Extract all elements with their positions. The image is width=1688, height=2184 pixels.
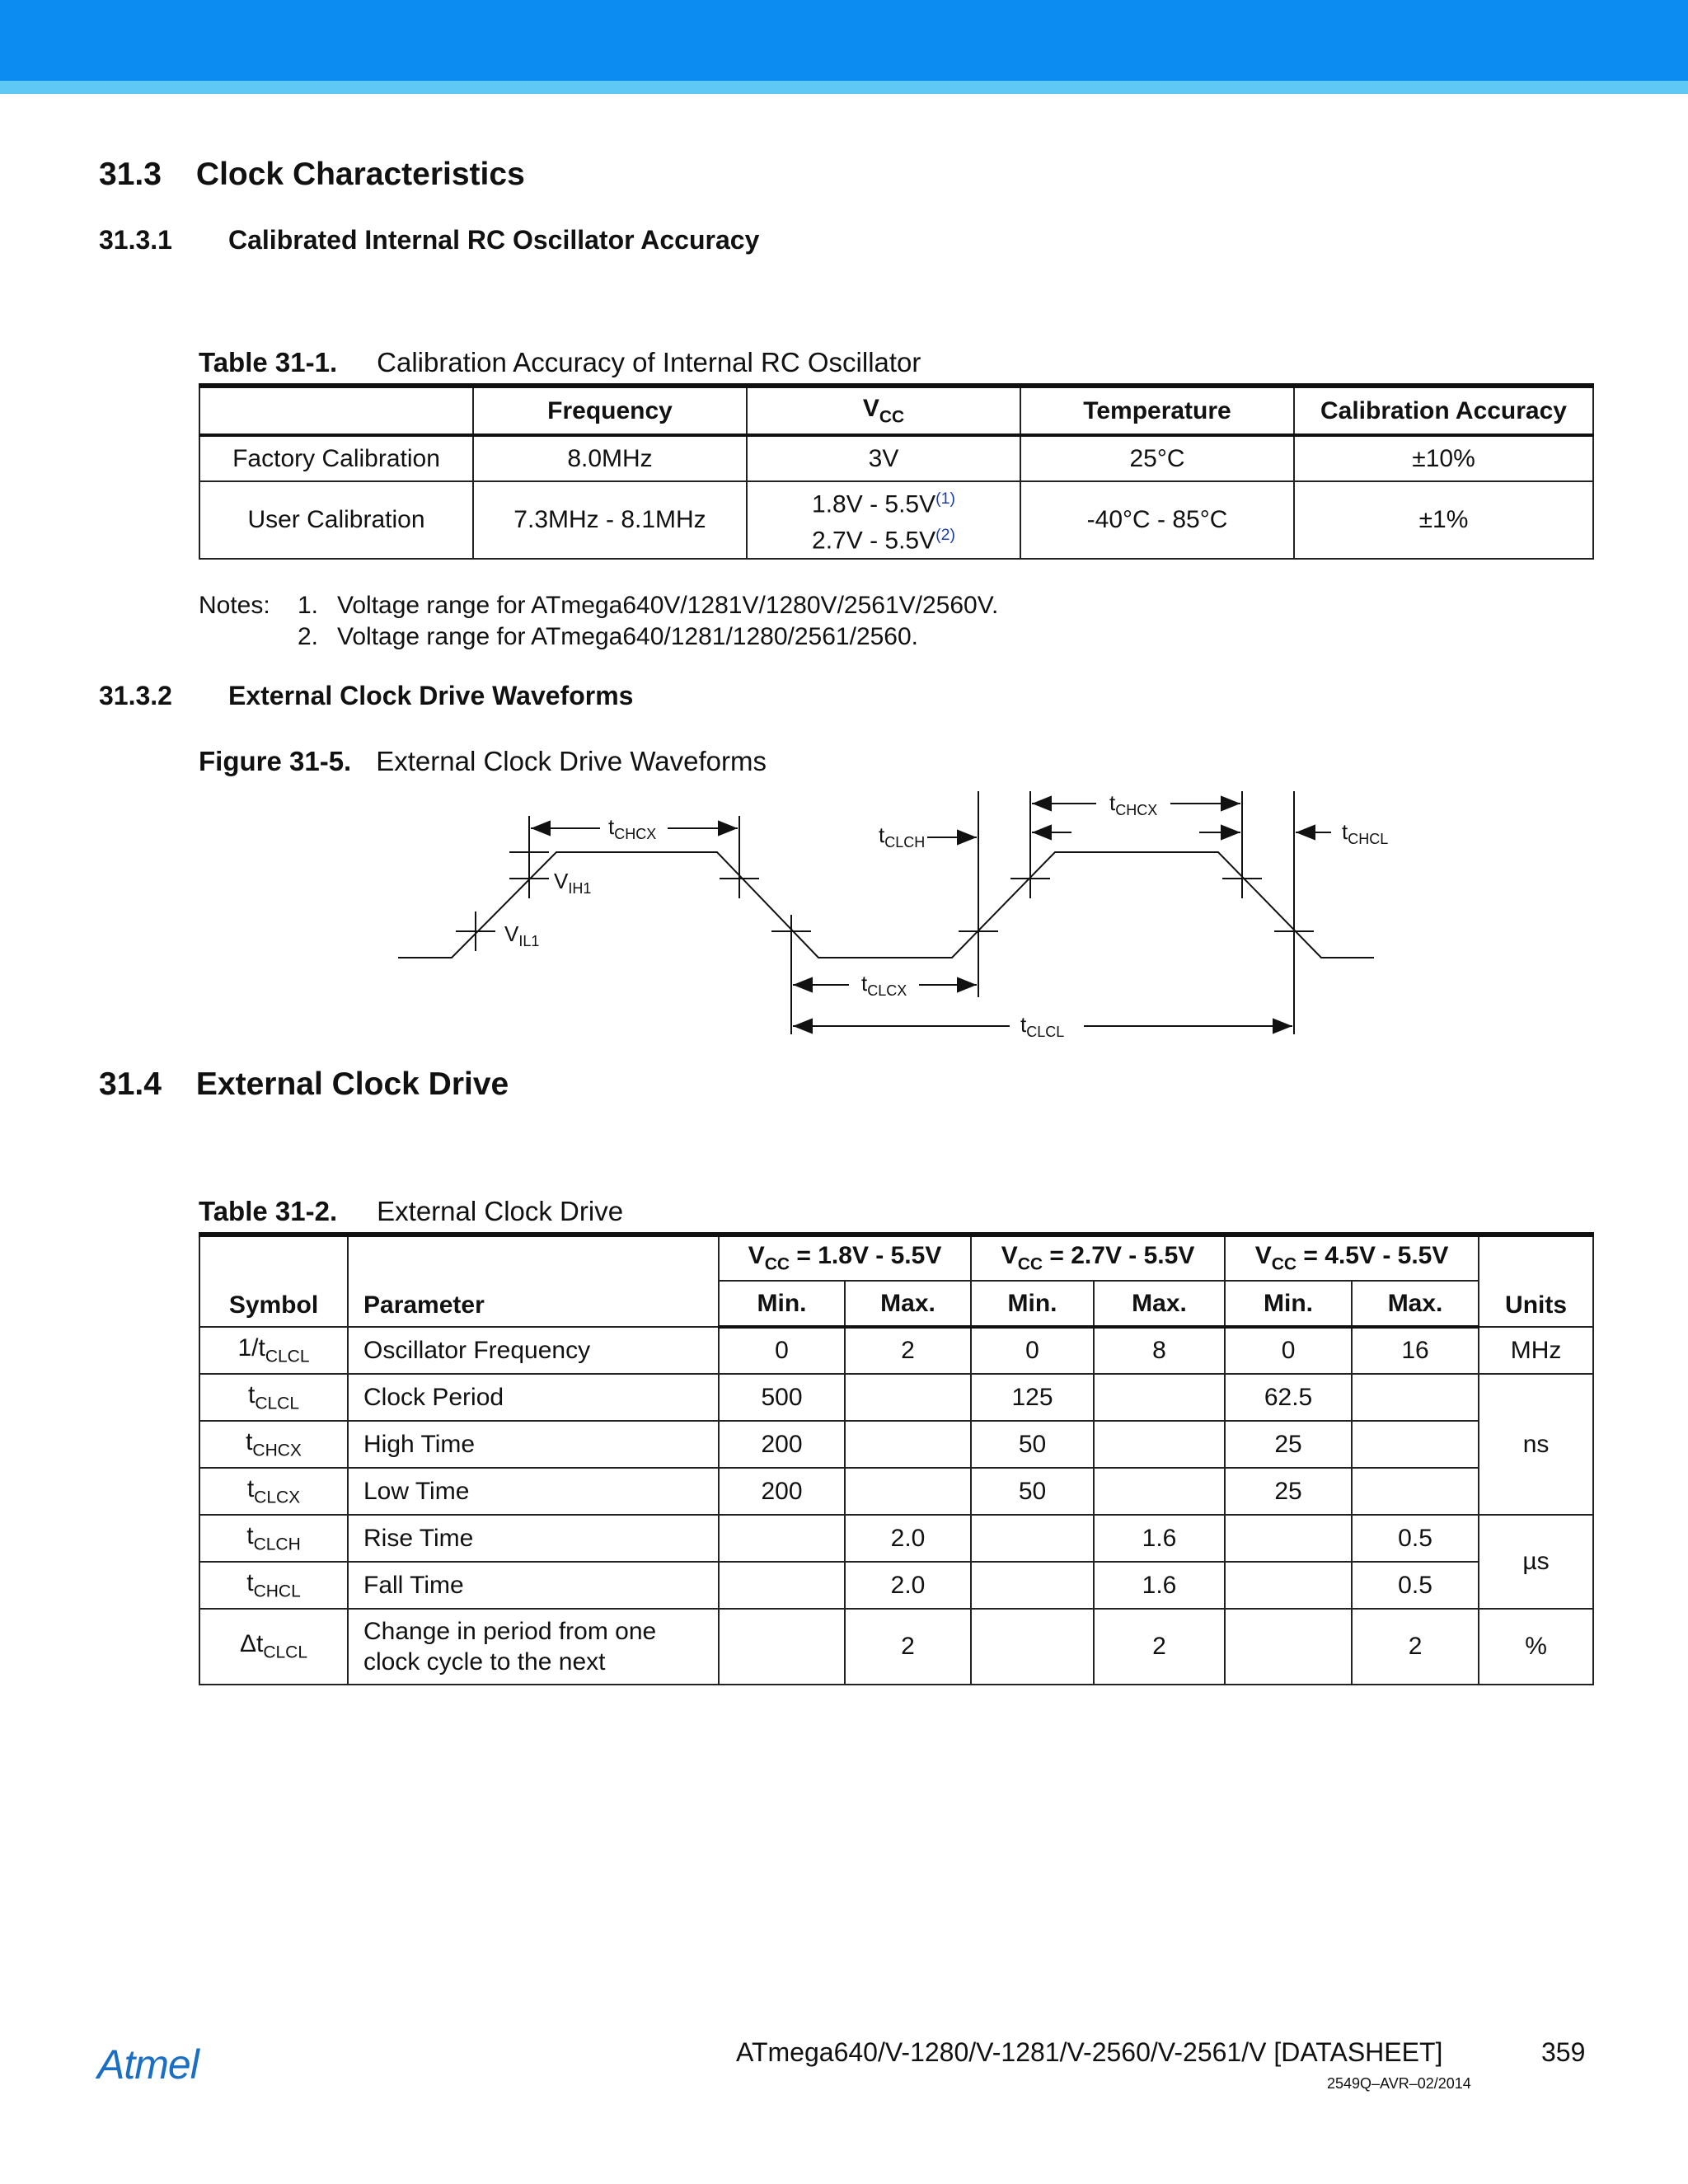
cell-unit: µs (1479, 1515, 1593, 1609)
table-label: Table 31-1. (199, 347, 338, 377)
cell-symbol (199, 1327, 348, 1374)
vcc-sub: CC (1271, 1254, 1297, 1274)
cell-symbol (199, 1421, 348, 1468)
cell-value: 0 (1225, 1327, 1352, 1374)
cell-value: 200 (719, 1421, 845, 1468)
cell-value: 0 (971, 1327, 1094, 1374)
table-title: Calibration Accuracy of Internal RC Oscillator (377, 347, 921, 377)
cell-value: 50 (971, 1468, 1094, 1515)
note-text: Voltage range for ATmega640V/1281V/1280V/2561V/2560V. (337, 592, 999, 619)
cell-value: 0.5 (1352, 1562, 1479, 1609)
section-title: Calibrated Internal RC Oscillator Accuracy (228, 225, 760, 255)
table-row (199, 1468, 1593, 1515)
cell-symbol (199, 1515, 348, 1562)
cell-value: 16 (1352, 1327, 1479, 1374)
atmel-logo: Atmel (97, 2041, 199, 2088)
cell-value: 200 (719, 1468, 845, 1515)
cell-symbol (199, 1374, 348, 1421)
cell-value: 50 (971, 1421, 1094, 1468)
cell-name: User Calibration (199, 481, 473, 559)
cell-value (1352, 1421, 1479, 1468)
cell-parameter: Rise Time (348, 1515, 719, 1562)
cell-value (1352, 1374, 1479, 1421)
notes-label: Notes: (199, 592, 270, 619)
cell-value (971, 1515, 1094, 1562)
cell-value (845, 1468, 971, 1515)
cell-value: 2.0 (845, 1515, 971, 1562)
vcc-range-2: 2.7V - 5.5V (812, 527, 936, 555)
cell-vcc: 3V (747, 435, 1020, 481)
vcc-range: = 4.5V - 5.5V (1296, 1242, 1449, 1270)
header-min: Min. (719, 1281, 845, 1327)
table-row (199, 1327, 1593, 1374)
external-clock-table (199, 1232, 1594, 1685)
cell-frequency: 8.0MHz (473, 435, 747, 481)
vcc-sub: CC (1017, 1254, 1043, 1274)
cell-value (1094, 1421, 1225, 1468)
cell-value (1225, 1562, 1352, 1609)
vcc-range-1: 1.8V - 5.5V (812, 491, 936, 518)
cell-value: 125 (971, 1374, 1094, 1421)
vcc-label: V (1001, 1242, 1018, 1270)
label-tclch: $t_{CLCH}$ (879, 823, 926, 851)
label-vih1: $V_{IH1}$ (554, 869, 592, 897)
cell-parameter: High Time (348, 1421, 719, 1468)
cell-value (719, 1562, 845, 1609)
cell-value: 2 (845, 1327, 971, 1374)
header-vcc-group-2 (971, 1235, 1225, 1281)
note-ref-2[interactable]: (2) (935, 526, 955, 544)
cell-value: 1.6 (1094, 1515, 1225, 1562)
symbol-sub: CLCL (265, 1347, 310, 1366)
figure-label: Figure 31-5. (199, 746, 352, 776)
symbol-sub: CLCH (253, 1535, 301, 1554)
table-2-caption (199, 1196, 623, 1227)
cell-parameter: Change in period from one clock cycle to the next (348, 1609, 719, 1685)
cell-value (1225, 1609, 1352, 1685)
symbol-sub: CHCL (253, 1582, 301, 1601)
cell-value (971, 1609, 1094, 1685)
header-max: Max. (1352, 1281, 1479, 1327)
header-max: Max. (845, 1281, 971, 1327)
cell-value (1352, 1468, 1479, 1515)
cell-value: 1.6 (1094, 1562, 1225, 1609)
section-title: External Clock Drive (195, 1066, 509, 1102)
cell-value: 8 (1094, 1327, 1225, 1374)
vcc-label: V (862, 394, 879, 422)
label-vil1: $V_{IL1}$ (504, 921, 540, 949)
header-vcc-group-1 (719, 1235, 971, 1281)
symbol-prefix: t (246, 1427, 253, 1455)
cell-value: 25 (1225, 1468, 1352, 1515)
vcc-label: V (1254, 1242, 1272, 1270)
label-tchcl: $t_{CHCL}$ (1342, 819, 1389, 847)
label-tchcx-2: $t_{CHCX}$ (1109, 790, 1158, 818)
section-number: 31.4 (99, 1066, 162, 1102)
vcc-sub: CC (764, 1254, 790, 1274)
cell-parameter: Low Time (348, 1468, 719, 1515)
cell-value: 500 (719, 1374, 845, 1421)
cell-parameter: Oscillator Frequency (348, 1327, 719, 1374)
cell-value: 0.5 (1352, 1515, 1479, 1562)
header-temperature: Temperature (1020, 386, 1294, 435)
cell-value (971, 1562, 1094, 1609)
page-number: 359 (1541, 2037, 1586, 2067)
header-min: Min. (1225, 1281, 1352, 1327)
symbol-prefix: t (246, 1568, 254, 1596)
vcc-sub: CC (879, 407, 905, 427)
note-number: 1. (298, 592, 319, 619)
cell-unit: ns (1479, 1374, 1593, 1515)
section-number: 31.3.1 (99, 225, 172, 255)
note-ref-1[interactable]: (1) (935, 490, 955, 509)
document-code: 2549Q–AVR–02/2014 (1327, 2075, 1471, 2092)
cell-value (845, 1421, 971, 1468)
section-heading-31-4 (99, 1066, 509, 1103)
table-label: Table 31-2. (199, 1196, 338, 1226)
cell-frequency: 7.3MHz - 8.1MHz (473, 481, 747, 559)
figure-title: External Clock Drive Waveforms (376, 746, 767, 776)
header-parameter: Parameter (348, 1235, 719, 1327)
vcc-range: = 1.8V - 5.5V (790, 1242, 942, 1270)
cell-value: 2.0 (845, 1562, 971, 1609)
symbol-prefix: t (246, 1521, 254, 1549)
cell-value (1225, 1515, 1352, 1562)
label-tclcx: $t_{CLCX}$ (861, 971, 907, 999)
cell-accuracy: ±1% (1294, 481, 1593, 559)
cell-value (719, 1609, 845, 1685)
table-title: External Clock Drive (377, 1196, 624, 1226)
footer-title: ATmega640/V-1280/V-1281/V-2560/V-2561/V [DATASHEET] (736, 2037, 1443, 2067)
section-title: External Clock Drive Waveforms (228, 681, 634, 710)
table-row (199, 1562, 1593, 1609)
cell-unit: MHz (1479, 1327, 1593, 1374)
vcc-range: = 2.7V - 5.5V (1043, 1242, 1195, 1270)
cell-value (1094, 1374, 1225, 1421)
symbol-prefix: Δt (239, 1630, 264, 1658)
cell-value (1094, 1468, 1225, 1515)
symbol-sub: CHCX (252, 1441, 302, 1460)
cell-parameter: Clock Period (348, 1374, 719, 1421)
header-frequency: Frequency (473, 386, 747, 435)
cell-temperature: 25°C (1020, 435, 1294, 481)
cell-value (845, 1374, 971, 1421)
symbol-sub: CLCL (255, 1394, 300, 1413)
table-row (199, 1421, 1593, 1468)
symbol-sub: CLCX (254, 1488, 301, 1507)
cell-value: 0 (719, 1327, 845, 1374)
header-units: Units (1479, 1235, 1593, 1327)
symbol-prefix: t (247, 1380, 256, 1408)
section-title: Clock Characteristics (195, 157, 525, 192)
cell-value (719, 1515, 845, 1562)
label-tchcx-1: $t_{CHCX}$ (608, 814, 657, 842)
cell-symbol (199, 1609, 348, 1685)
table-row (199, 1609, 1593, 1685)
group-header-row (199, 1235, 1593, 1281)
header-symbol: Symbol (199, 1235, 348, 1327)
label-tclcl: $t_{CLCL}$ (1020, 1012, 1065, 1040)
cell-temperature: -40°C - 85°C (1020, 481, 1294, 559)
cell-parameter: Fall Time (348, 1562, 719, 1609)
cell-symbol (199, 1468, 348, 1515)
cell-value: 25 (1225, 1421, 1352, 1468)
cell-value: 62.5 (1225, 1374, 1352, 1421)
cell-value: 2 (845, 1609, 971, 1685)
cell-value: 2 (1094, 1609, 1225, 1685)
table-row (199, 1515, 1593, 1562)
section-number: 31.3 (99, 157, 162, 192)
table-row (199, 1374, 1593, 1421)
cell-value: 2 (1352, 1609, 1479, 1685)
note-number: 2. (298, 623, 319, 650)
header-max: Max. (1094, 1281, 1225, 1327)
cell-symbol (199, 1562, 348, 1609)
cell-unit: % (1479, 1609, 1593, 1685)
cell-accuracy: ±10% (1294, 435, 1593, 481)
symbol-prefix: t (246, 1474, 255, 1502)
symbol-sub: CLCL (263, 1643, 308, 1662)
header-accuracy: Calibration Accuracy (1294, 386, 1593, 435)
cell-name: Factory Calibration (199, 435, 473, 481)
note-text: Voltage range for ATmega640/1281/1280/2561/2560. (337, 623, 919, 650)
vcc-label: V (748, 1242, 765, 1270)
clock-waveform (398, 852, 1374, 958)
header-vcc-group-3 (1225, 1235, 1479, 1281)
symbol-prefix: 1/t (237, 1333, 265, 1361)
header-min: Min. (971, 1281, 1094, 1327)
section-number: 31.3.2 (99, 681, 172, 710)
